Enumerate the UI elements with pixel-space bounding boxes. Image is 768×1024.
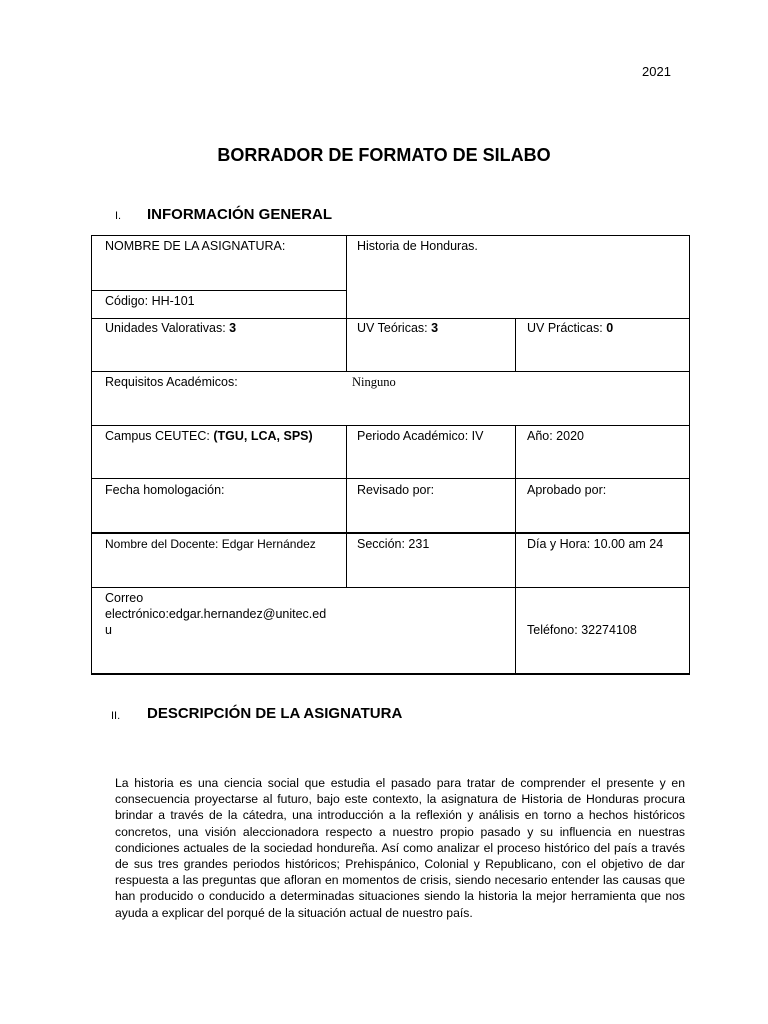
anio: Año: 2020 xyxy=(527,429,584,443)
table-border-right xyxy=(689,235,690,675)
table-rule xyxy=(91,290,346,291)
course-description: La historia es una ciencia social que estudia el pasado para tratar de comprender el presente y en consecuencia proyectarse al futuro, bajo este contexto, la asignatura de Historia de Honduras procura brindar a través de la cátedra, una introducción a la reflexión y análisis en torno a hechos históricos concretos, una visión aleccionadora respecto a nuestro propio pasado y su influencia en nuestras condiciones actuales de la sociedad hondureña. Así como analizar el proceso histórico del país a través de sus tres grandes periodos históricos; Prehispánico, Colonial y Republicano, con el objetivo de dar respuesta a las preguntas que afloran en momentos de crisis, siendo necesario entender las causas que han producido o conducido a determinadas situaciones siendo la historia la mejor herramienta que nos ayuda a explicar del porqué de la situación actual de nuestro país. xyxy=(115,776,685,920)
uv-practicas-cell xyxy=(527,320,613,336)
campus-value: (TGU, LCA, SPS) xyxy=(213,429,313,443)
uv-practicas-value: 0 xyxy=(606,321,614,335)
campus-label: Campus CEUTEC: xyxy=(105,429,214,443)
dia-hora: Día y Hora: 10.00 am 24 xyxy=(527,537,664,551)
uv-teoricas-value: 3 xyxy=(431,321,439,335)
table-col-rule xyxy=(515,425,516,675)
table-col-rule xyxy=(346,425,347,588)
uv-cell xyxy=(105,320,236,336)
uv-value: 3 xyxy=(229,321,237,335)
table-border-bottom xyxy=(91,673,690,675)
table-rule xyxy=(91,532,690,534)
seccion: Sección: 231 xyxy=(357,537,430,551)
table-col-rule xyxy=(515,318,516,372)
document-title: BORRADOR DE FORMATO DE SILABO xyxy=(217,145,551,165)
section-2-title: DESCRIPCIÓN DE LA ASIGNATURA xyxy=(147,705,403,722)
nombre-asignatura-value: Historia de Honduras. xyxy=(357,239,478,253)
aprobado-por: Aprobado por: xyxy=(527,483,607,497)
table-border-left xyxy=(91,235,92,675)
correo-email: electrónico:edgar.hernandez@unitec.ed xyxy=(105,607,327,621)
uv-label: Unidades Valorativas: xyxy=(105,321,230,335)
nombre-asignatura-label: NOMBRE DE LA ASIGNATURA: xyxy=(105,239,286,253)
codigo-value: HH-101 xyxy=(151,294,195,308)
requisitos-value: Ninguno xyxy=(352,375,396,389)
correo-email-continued: u xyxy=(105,623,112,637)
section-1-number: I. xyxy=(115,210,122,222)
table-col-rule xyxy=(346,235,347,372)
section-2-number: II. xyxy=(111,710,121,722)
uv-teoricas-cell xyxy=(357,320,438,336)
table-rule xyxy=(91,587,690,588)
table-rule xyxy=(91,478,690,479)
table-rule xyxy=(91,318,690,319)
table-rule xyxy=(91,425,690,426)
document-year: 2021 xyxy=(642,64,671,79)
nombre-docente: Nombre del Docente: Edgar Hernández xyxy=(105,537,316,551)
codigo-cell xyxy=(105,293,195,309)
uv-teoricas-label: UV Teóricas: xyxy=(357,321,432,335)
section-1-title: INFORMACIÓN GENERAL xyxy=(147,206,332,223)
table-border-top xyxy=(91,235,690,236)
codigo-label: Código: xyxy=(105,294,152,308)
correo-label-line1: Correo xyxy=(105,591,144,605)
periodo-academico: Periodo Académico: IV xyxy=(357,429,484,443)
uv-practicas-label: UV Prácticas: xyxy=(527,321,607,335)
revisado-por: Revisado por: xyxy=(357,483,435,497)
fecha-homologacion: Fecha homologación: xyxy=(105,483,225,497)
campus-cell xyxy=(105,428,313,444)
table-rule xyxy=(91,371,690,372)
telefono: Teléfono: 32274108 xyxy=(527,623,637,637)
requisitos-label: Requisitos Académicos: xyxy=(105,375,238,389)
